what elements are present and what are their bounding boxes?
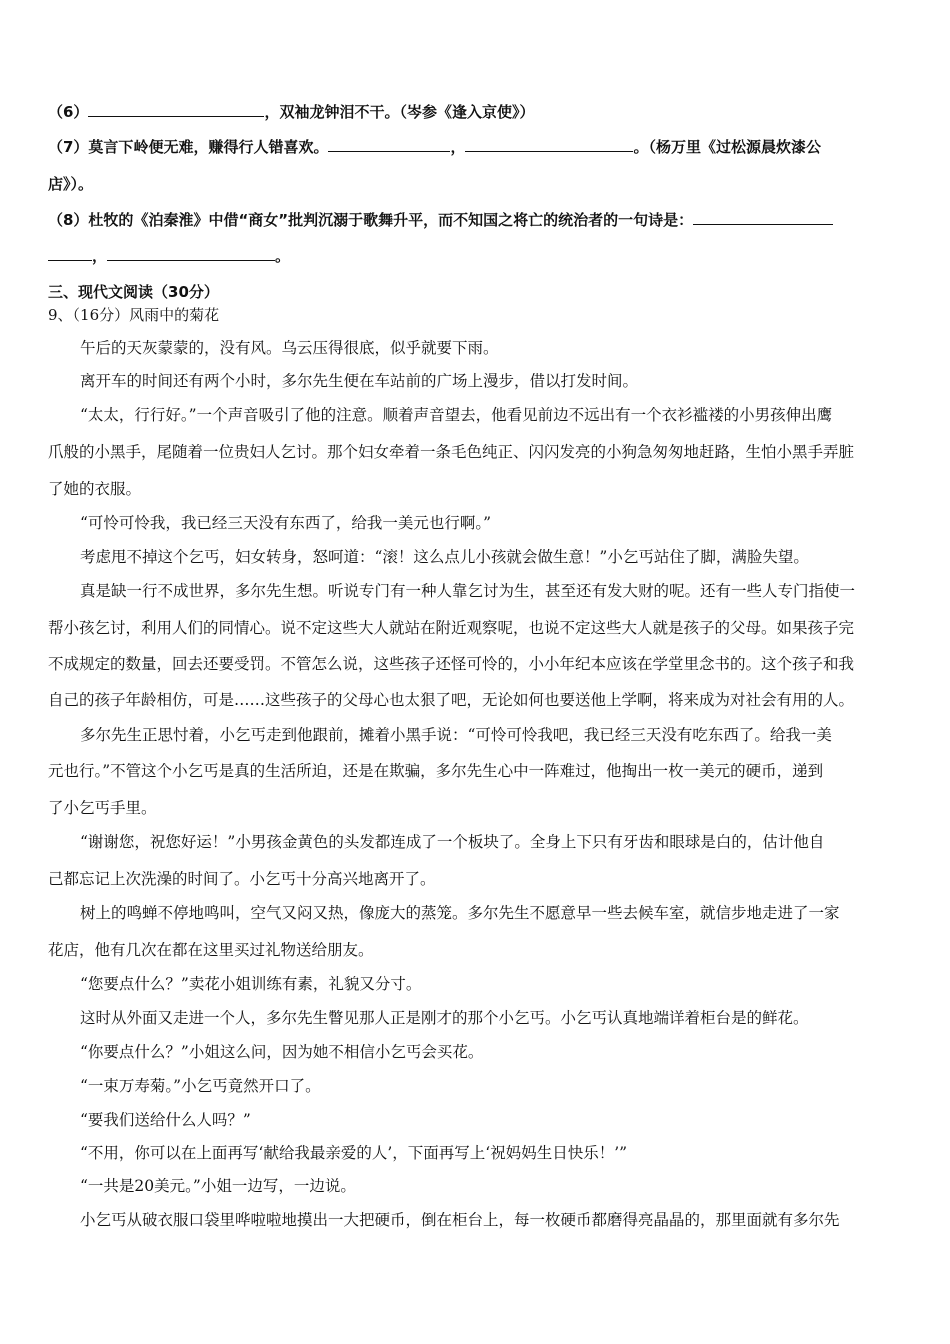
question-7-line1	[48, 137, 908, 157]
q7-blank-2[interactable]	[465, 137, 633, 152]
question-7-line2	[48, 174, 908, 194]
passage-line: 花店，他有几次在都在这里买过礼物送给朋友。	[48, 941, 374, 959]
q7-blank-1[interactable]	[328, 137, 450, 152]
question-9-title: 9、（16分）风雨中的菊花	[48, 306, 220, 324]
passage-line: 己都忘记上次洗澡的时间了。小乞丐十分高兴地离开了。	[48, 870, 436, 888]
passage-line: 爪般的小黑手，尾随着一位贵妇人乞讨。那个妇女牵着一条毛色纯正、闪闪发亮的小狗急匆匆地赶路，生怕小黑手弄脏	[48, 443, 855, 461]
passage-line: “要我们送给什么人吗？”	[80, 1111, 251, 1129]
question-6	[48, 102, 908, 122]
q8-end: 。	[275, 247, 291, 265]
passage-line: 多尔先生正思忖着，小乞丐走到他跟前，摊着小黑手说：“可怜可怜我吧，我已经三天没有吃东西了。给我一美	[80, 726, 832, 744]
q8-comma: ，	[92, 247, 108, 265]
q7-text-end: 。（杨万里《过松源晨炊漆公	[633, 138, 821, 156]
q8-text: （8）杜牧的《泊秦淮》中借“商女”批判沉溺于歌舞升平，而不知国之将亡的统治者的一句诗是：	[48, 211, 694, 229]
passage-line: 了小乞丐手里。	[48, 799, 157, 817]
q6-blank[interactable]	[88, 102, 264, 117]
passage-line: “太太，行行好。”一个声音吸引了他的注意。顺着声音望去，他看见前边不远出有一个衣衫褴褛的小男孩伸出鹰	[80, 406, 833, 424]
passage-line: 考虑甩不掉这个乞丐，妇女转身，怒呵道：“滚！这么点儿小孩就会做生意！”小乞丐站住了脚，满脸失望。	[80, 548, 809, 566]
q7-comma: ，	[450, 138, 466, 156]
passage-line: 树上的鸣蝉不停地鸣叫，空气又闷又热，像庞大的蒸笼。多尔先生不愿意早一些去候车室，就信步地走进了一家	[80, 904, 840, 922]
passage-line: “可怜可怜我，我已经三天没有东西了，给我一美元也行啊。”	[80, 514, 492, 532]
passage-line: 自己的孩子年龄相仿，可是……这些孩子的父母心也太狠了吧，无论如何也要送他上学啊，将来成为对社会有用的人。	[48, 691, 855, 709]
passage-line: 帮小孩乞讨，利用人们的同情心。说不定这些大人就站在附近观察呢，也说不定这些大人就是孩子的父母。如果孩子完	[48, 619, 855, 637]
q6-text: ，双袖龙钟泪不干。（岑参《逢入京使》）	[264, 103, 535, 121]
passage-line: 离开车的时间还有两个小时，多尔先生便在车站前的广场上漫步，借以打发时间。	[80, 372, 639, 390]
q7-text-start: （7）莫言下岭便无难，赚得行人错喜欢。	[48, 138, 329, 156]
passage-line: 真是缺一行不成世界，多尔先生想。听说专门有一种人靠乞讨为生，甚至还有发大财的呢。还有一些人专门指使一	[80, 582, 856, 600]
q6-number: （6）	[48, 103, 89, 121]
q7-text-line2: 店》）。	[48, 175, 94, 193]
passage-line: 了她的衣服。	[48, 480, 142, 498]
q8-blank-1b[interactable]	[48, 246, 92, 261]
passage-line: “不用，你可以在上面再写‘献给我最亲爱的人’，下面再写上‘祝妈妈生日快乐！’”	[80, 1144, 628, 1162]
q8-blank-1a[interactable]	[693, 210, 833, 225]
passage-line: “谢谢您，祝您好运！”小男孩金黄色的头发都连成了一个板块了。全身上下只有牙齿和眼球是白的，估计他自	[80, 833, 825, 851]
passage-line: “一束万寿菊。”小乞丐竟然开口了。	[80, 1077, 321, 1095]
section-3-heading: 三、现代文阅读（30分）	[48, 283, 219, 301]
question-8-line1	[48, 210, 908, 230]
passage-line: “一共是20美元。”小姐一边写，一边说。	[80, 1177, 356, 1195]
passage-line: 午后的天灰蒙蒙的，没有风。乌云压得很底，似乎就要下雨。	[80, 339, 499, 357]
passage-line: 不成规定的数量，回去还要受罚。不管怎么说，这些孩子还怪可怜的，小小年纪本应该在学堂里念书的。这个孩子和我	[48, 655, 855, 673]
q8-blank-2[interactable]	[107, 246, 275, 261]
passage-line: 这时从外面又走进一个人，多尔先生瞥见那人正是刚才的那个小乞丐。小乞丐认真地端详着柜台是的鲜花。	[80, 1009, 809, 1027]
passage-line: “您要点什么？”卖花小姐训练有素，礼貌又分寸。	[80, 975, 422, 993]
question-8-line2	[48, 246, 908, 266]
passage-line: 元也行。”不管这个小乞丐是真的生活所迫，还是在欺骗，多尔先生心中一阵难过，他掏出一枚一美元的硬币，递到	[48, 762, 824, 780]
passage-line: 小乞丐从破衣服口袋里哗啦啦地摸出一大把硬币，倒在柜台上，每一枚硬币都磨得亮晶晶的，那里面就有多尔先	[80, 1211, 840, 1229]
passage-line: “你要点什么？”小姐这么问，因为她不相信小乞丐会买花。	[80, 1043, 484, 1061]
